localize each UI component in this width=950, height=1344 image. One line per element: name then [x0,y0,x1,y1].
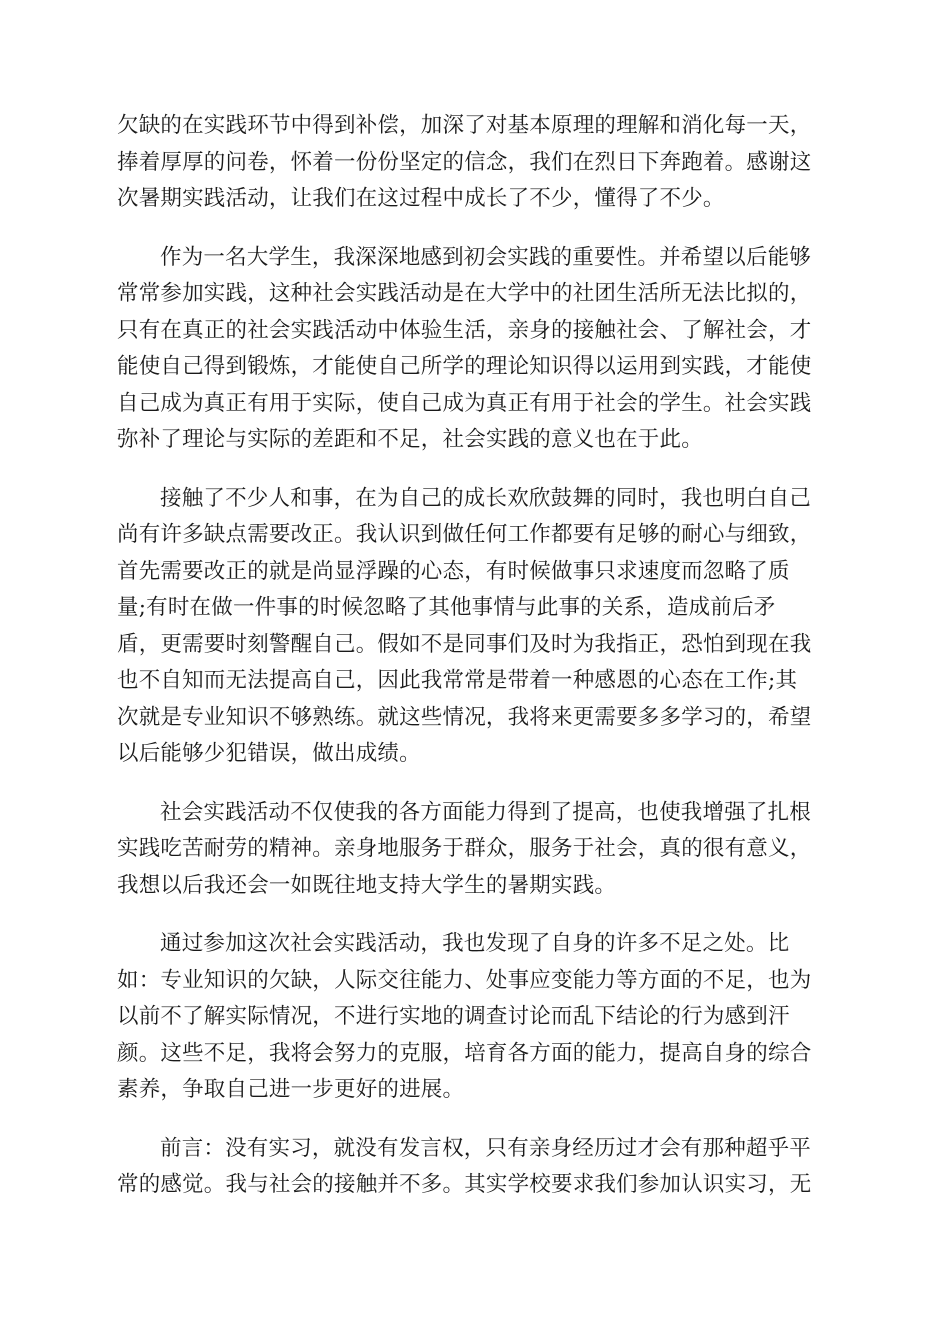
text-line: 只有在真正的社会实践活动中体验生活，亲身的接触社会、了解社会，才 [117,317,812,343]
text-line: 首先需要改正的就是尚显浮躁的心态，有时候做事只求速度而忽略了质 [117,558,790,584]
text-line: 盾，更需要时刻警醒自己。假如不是同事们及时为我指正，恐怕到现在我 [117,631,812,657]
text-line: 也不自知而无法提高自己，因此我常常是带着一种感恩的心态在工作;其 [117,668,798,693]
text-line: 弥补了理论与实际的差距和不足，社会实践的意义也在于此。 [117,427,703,452]
text-line: 量;有时在做一件事的时候忽略了其他事情与此事的关系，造成前后矛 [117,595,776,620]
paragraph-4 [117,795,837,905]
paragraph-3 [117,481,837,773]
text-line: 尚有许多缺点需要改正。我认识到做任何工作都要有足够的耐心与细致， [117,522,812,547]
text-line: 通过参加这次社会实践活动，我也发现了自身的许多不足之处。比 [160,931,790,956]
text-line: 常的感觉。我与社会的接触并不多。其实学校要求我们参加认识实习，无 [117,1172,812,1197]
document-body [117,108,837,1226]
paragraph-5 [117,926,837,1109]
text-line: 能使自己得到锻炼，才能使自己所学的理论知识得以运用到实践，才能使 [117,354,812,379]
text-line: 接触了不少人和事，在为自己的成长欢欣鼓舞的同时，我也明白自己 [160,485,812,511]
text-line: 自己成为真正有用于实际，使自己成为真正有用于社会的学生。社会实践 [117,390,812,416]
text-line: 实践吃苦耐劳的精神。亲身地服务于群众，服务于社会，真的很有意义， [117,836,812,861]
paragraph-1 [117,108,837,218]
text-line: 前言：没有实习，就没有发言权，只有亲身经历过才会有那种超乎平 [160,1135,812,1161]
text-line: 我想以后我还会一如既往地支持大学生的暑期实践。 [117,872,617,898]
text-line: 社会实践活动不仅使我的各方面能力得到了提高，也使我增强了扎根 [160,799,812,825]
text-line: 常常参加实践，这种社会实践活动是在大学中的社团生活所无法比拟的， [117,281,812,306]
text-line: 次暑期实践活动，让我们在这过程中成长了不少，懂得了不少。 [117,186,725,211]
paragraph-6 [117,1131,837,1204]
paragraph-2 [117,240,837,459]
text-line: 素养，争取自己进一步更好的进展。 [117,1077,465,1102]
text-line: 颜。这些不足，我将会努力的克服，培育各方面的能力，提高自身的综合 [117,1040,812,1066]
text-line: 如：专业知识的欠缺，人际交往能力、处事应变能力等方面的不足，也为 [117,967,812,993]
text-line: 欠缺的在实践环节中得到补偿，加深了对基本原理的理解和消化每一天， [117,113,812,138]
text-line: 以后能够少犯错误，做出成绩。 [117,741,421,766]
text-line: 作为一名大学生，我深深地感到初会实践的重要性。并希望以后能够 [160,244,812,270]
text-line: 捧着厚厚的问卷，怀着一份份坚定的信念，我们在烈日下奔跑着。感谢这 [117,149,812,175]
text-line: 以前不了解实际情况，不进行实地的调查讨论而乱下结论的行为感到汗 [117,1004,790,1029]
text-line: 次就是专业知识不够熟练。就这些情况，我将来更需要多多学习的，希望 [117,704,812,730]
